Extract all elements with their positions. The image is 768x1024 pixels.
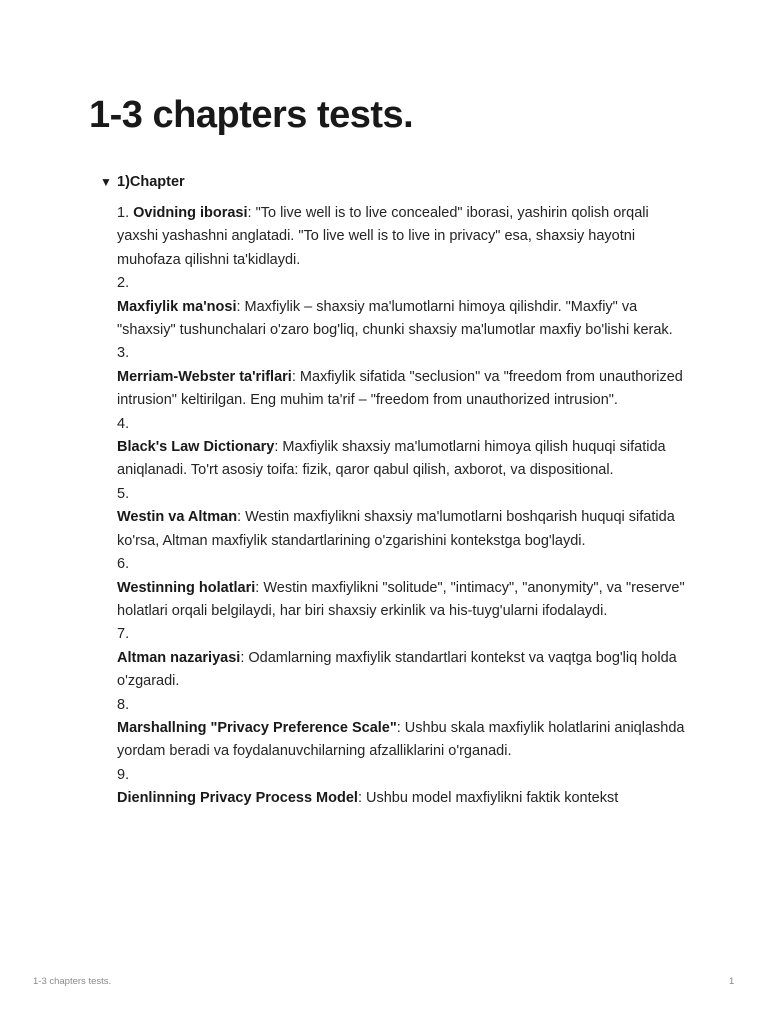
page-number: 1 [729, 976, 735, 987]
item-term: Dienlinning Privacy Process Model [117, 790, 358, 807]
item-number: 4. [117, 415, 130, 432]
page-title: 1-3 chapters tests. [89, 94, 414, 136]
item-term: Altman nazariyasi [117, 649, 241, 666]
item-text: : "To live well is to live concealed" iborasi, yashirin qolish orqali yaxshi yashashni anglatadi. "To live well is to live in privacy" esa, shaxsiy hayotni muhofaza qilishni ta'kidlaydi. [117, 205, 649, 268]
item-text: : Westin maxfiylikni "solitude", "intimacy", "anonymity", va "reserve" holatlari orqali belgilaydi, har biri shaxsiy erkinlik va his-tuyg'ularni ifodalaydi. [117, 579, 685, 619]
item-number: 3. [117, 345, 130, 362]
triangle-down-icon: ▼ [100, 175, 112, 189]
item-number: 5. [117, 485, 130, 502]
list-item-6 [117, 577, 687, 624]
item-number: 1. [117, 205, 130, 221]
item-term: Black's Law Dictionary [117, 439, 275, 456]
item-number: 2. [117, 275, 130, 292]
item-term: Maxfiylik ma'nosi [117, 298, 237, 315]
item-text: : Odamlarning maxfiylik standartlari kontekst va vaqtga bog'liq holda o'zgaradi. [117, 649, 677, 690]
item-term: Westin va Altman [117, 509, 238, 526]
item-term: Merriam-Webster ta'riflari [117, 368, 292, 385]
item-term: Marshallning "Privacy Preference Scale" [117, 719, 397, 736]
item-number: 7. [117, 626, 130, 643]
chapter-toggle[interactable] [100, 171, 185, 193]
list-item-4 [117, 436, 687, 483]
item-number: 9. [117, 766, 130, 783]
item-number: 8. [117, 696, 130, 713]
list-item-7 [117, 647, 687, 694]
item-text: : Ushbu skala maxfiylik holatlarini aniqlashda yordam beradi va foydalanuvchilarning afzalliklarini o'rganadi. [117, 719, 685, 760]
item-text: : Westin maxfiylikni shaxsiy ma'lumotlarni boshqarish huquqi sifatida ko'rsa, Altman maxfiylik standartlarining o'zgarishini kontekstga bog'laydi. [117, 509, 675, 549]
list-item-8 [117, 717, 687, 764]
footer-title: 1-3 chapters tests. [33, 976, 112, 987]
list-item-5 [117, 506, 687, 553]
item-number: 6. [117, 556, 130, 573]
item-text: : Maxfiylik shaxsiy ma'lumotlarni himoya qilish huquqi sifatida aniqlanadi. To'rt asosiy toifa: fizik, qaror qabul qilish, axborot, va dispositional. [117, 439, 666, 479]
item-term: Ovidning iborasi [133, 205, 248, 221]
list-item-3 [117, 366, 687, 413]
item-text: : Maxfiylik sifatida "seclusion" va "freedom from unauthorized intrusion" keltirilgan. Eng muhim ta'rif – "freedom from unauthorized intrusion". [117, 368, 683, 409]
item-text: : Maxfiylik – shaxsiy ma'lumotlarni himoya qilishdir. "Maxfiy" va "shaxsiy" tushunchalari o'zaro bog'liq, chunki shaxsiy ma'lumotlar maxfiy bo'lishi kerak. [117, 298, 673, 339]
list-item-1 [117, 202, 687, 272]
list-item-2 [117, 296, 687, 343]
list-item-9 [117, 787, 687, 810]
chapter-toggle-label: 1)Chapter [117, 174, 185, 190]
item-term: Westinning holatlari [117, 579, 256, 596]
chapter-content [117, 202, 687, 811]
item-text: : Ushbu model maxfiylikni faktik kontekst [357, 790, 619, 807]
